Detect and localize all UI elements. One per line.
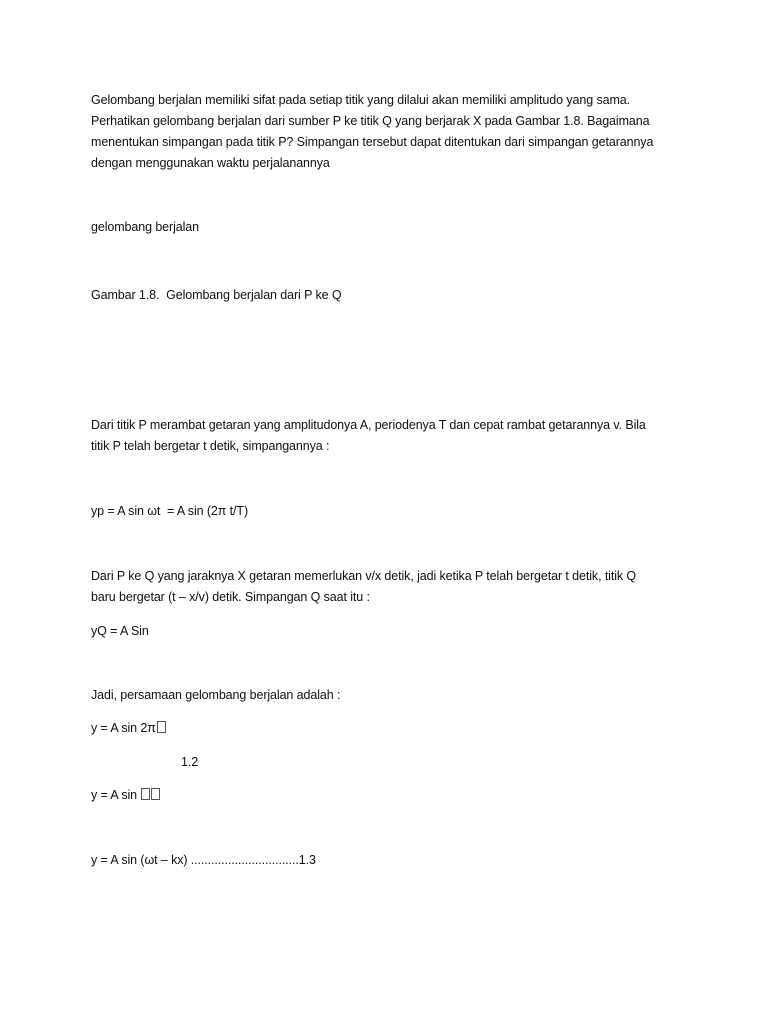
paragraph-3 [91, 566, 691, 608]
missing-glyph-icon [157, 721, 166, 733]
equation-y1 [91, 718, 166, 739]
conclusion-text: Jadi, persamaan gelombang berjalan adalah : [91, 688, 341, 702]
equation-yq: yQ = A Sin [91, 624, 149, 638]
intro-line-4: dengan menggunakan waktu perjalanannya [91, 156, 330, 170]
para2-line-1: Dari titik P merambat getaran yang amplitudonya A, periodenya T dan cepat rambat getarannya v. Bila [91, 418, 646, 432]
para2-line-2: titik P telah bergetar t detik, simpangannya : [91, 439, 330, 453]
equation-y3: y = A sin (ωt – kx) ................................1.3 [91, 853, 316, 867]
para3-line-1: Dari P ke Q yang jaraknya X getaran memerlukan v/x detik, jadi ketika P telah bergetar t detik, titik Q [91, 569, 637, 583]
figure-caption: Gambar 1.8. Gelombang berjalan dari P ke Q [91, 288, 342, 302]
intro-line-2: Perhatikan gelombang berjalan dari sumber P ke titik Q yang berjarak X pada Gambar 1.8. Bagaimana [91, 114, 650, 128]
intro-line-1: Gelombang berjalan memiliki sifat pada setiap titik yang dilalui akan memiliki amplitudo yang sama. [91, 93, 630, 107]
intro-paragraph [91, 90, 691, 174]
missing-glyph-icon [151, 788, 160, 800]
intro-line-3: menentukan simpangan pada titik P? Simpangan tersebut dapat ditentukan dari simpangan getarannya [91, 135, 654, 149]
para3-line-2: baru bergetar (t – x/v) detik. Simpangan Q saat itu : [91, 590, 370, 604]
paragraph-2 [91, 415, 691, 457]
equation-yp: yp = A sin ωt = A sin (2π t/T) [91, 504, 249, 518]
equation-y2-text: y = A sin [91, 788, 141, 802]
figure-label: gelombang berjalan [91, 220, 200, 234]
equation-y2 [91, 785, 160, 806]
missing-glyph-icon [141, 788, 150, 800]
equation-number-1-2: 1.2 [181, 755, 199, 769]
equation-y1-text: y = A sin 2π [91, 721, 156, 735]
